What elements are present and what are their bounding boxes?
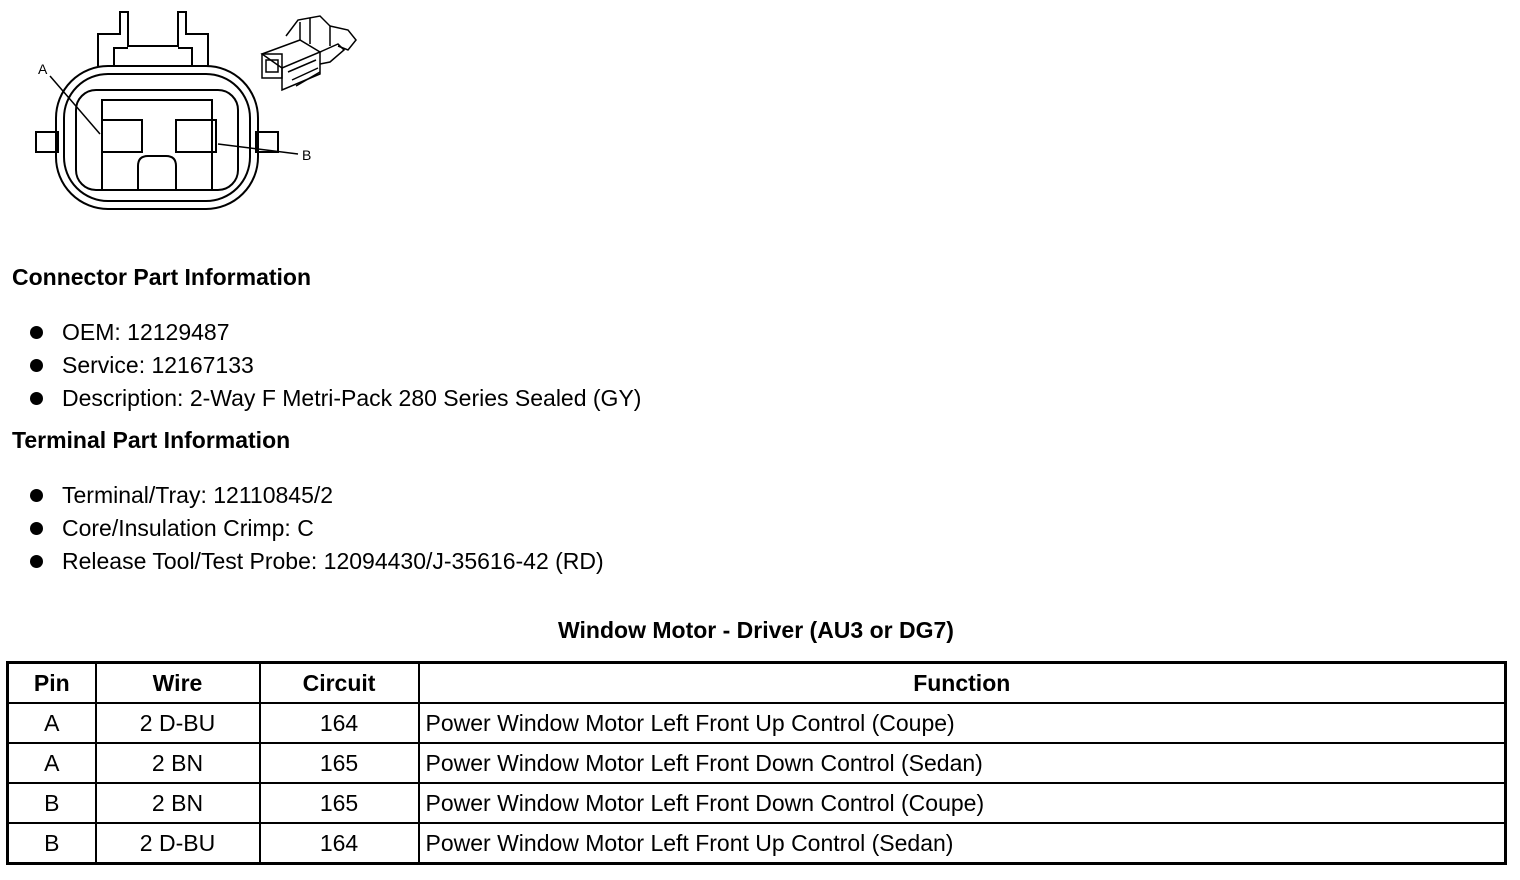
cell-circuit: 164 — [260, 703, 419, 743]
list-item: Terminal/Tray: 12110845/2 — [28, 479, 604, 512]
list-item: Core/Insulation Crimp: C — [28, 512, 604, 545]
table-row — [8, 743, 1506, 783]
table-row — [8, 783, 1506, 823]
table-row — [8, 703, 1506, 743]
cell-function: Power Window Motor Left Front Up Control (Sedan) — [419, 823, 1506, 864]
header-circuit: Circuit — [260, 663, 419, 704]
list-item: Service: 12167133 — [28, 349, 641, 382]
callout-a-label: A — [38, 61, 48, 77]
bullet-icon — [30, 392, 43, 405]
cell-function: Power Window Motor Left Front Down Control (Sedan) — [419, 743, 1506, 783]
cell-wire: 2 D-BU — [96, 823, 260, 864]
list-item: OEM: 12129487 — [28, 316, 641, 349]
cell-wire: 2 BN — [96, 743, 260, 783]
cell-circuit: 164 — [260, 823, 419, 864]
pinout-table — [6, 661, 1507, 865]
cell-wire: 2 D-BU — [96, 703, 260, 743]
bullet-icon — [30, 489, 43, 502]
table-title: Window Motor - Driver (AU3 or DG7) — [558, 617, 954, 643]
bullet-icon — [30, 555, 43, 568]
left-ear — [36, 132, 58, 152]
connector-diagram — [30, 6, 370, 216]
header-function: Function — [419, 663, 1506, 704]
connector-part-info-list — [28, 316, 641, 415]
cell-pin: B — [8, 823, 96, 864]
table-row — [8, 823, 1506, 864]
list-item: Release Tool/Test Probe: 12094430/J-35616-42 (RD) — [28, 545, 604, 578]
connector-part-info-heading: Connector Part Information — [12, 264, 312, 290]
cell-function: Power Window Motor Left Front Down Control (Coupe) — [419, 783, 1506, 823]
terminal-part-info-list — [28, 479, 604, 578]
connector-3d-view — [262, 16, 356, 90]
bullet-icon — [30, 359, 43, 372]
cell-wire: 2 BN — [96, 783, 260, 823]
bullet-icon — [30, 326, 43, 339]
header-pin: Pin — [8, 663, 96, 704]
cell-pin: B — [8, 783, 96, 823]
bullet-icon — [30, 522, 43, 535]
terminal-part-info-heading: Terminal Part Information — [12, 427, 291, 453]
cell-circuit: 165 — [260, 783, 419, 823]
cell-pin: A — [8, 743, 96, 783]
terminal-cavity-a — [102, 120, 142, 152]
table-header-row — [8, 663, 1506, 704]
terminal-cavity-b — [176, 120, 216, 152]
callout-b-label: B — [302, 147, 312, 163]
cell-circuit: 165 — [260, 743, 419, 783]
header-wire: Wire — [96, 663, 260, 704]
cell-pin: A — [8, 703, 96, 743]
cell-function: Power Window Motor Left Front Up Control (Coupe) — [419, 703, 1506, 743]
list-item: Description: 2-Way F Metri-Pack 280 Series Sealed (GY) — [28, 382, 641, 415]
